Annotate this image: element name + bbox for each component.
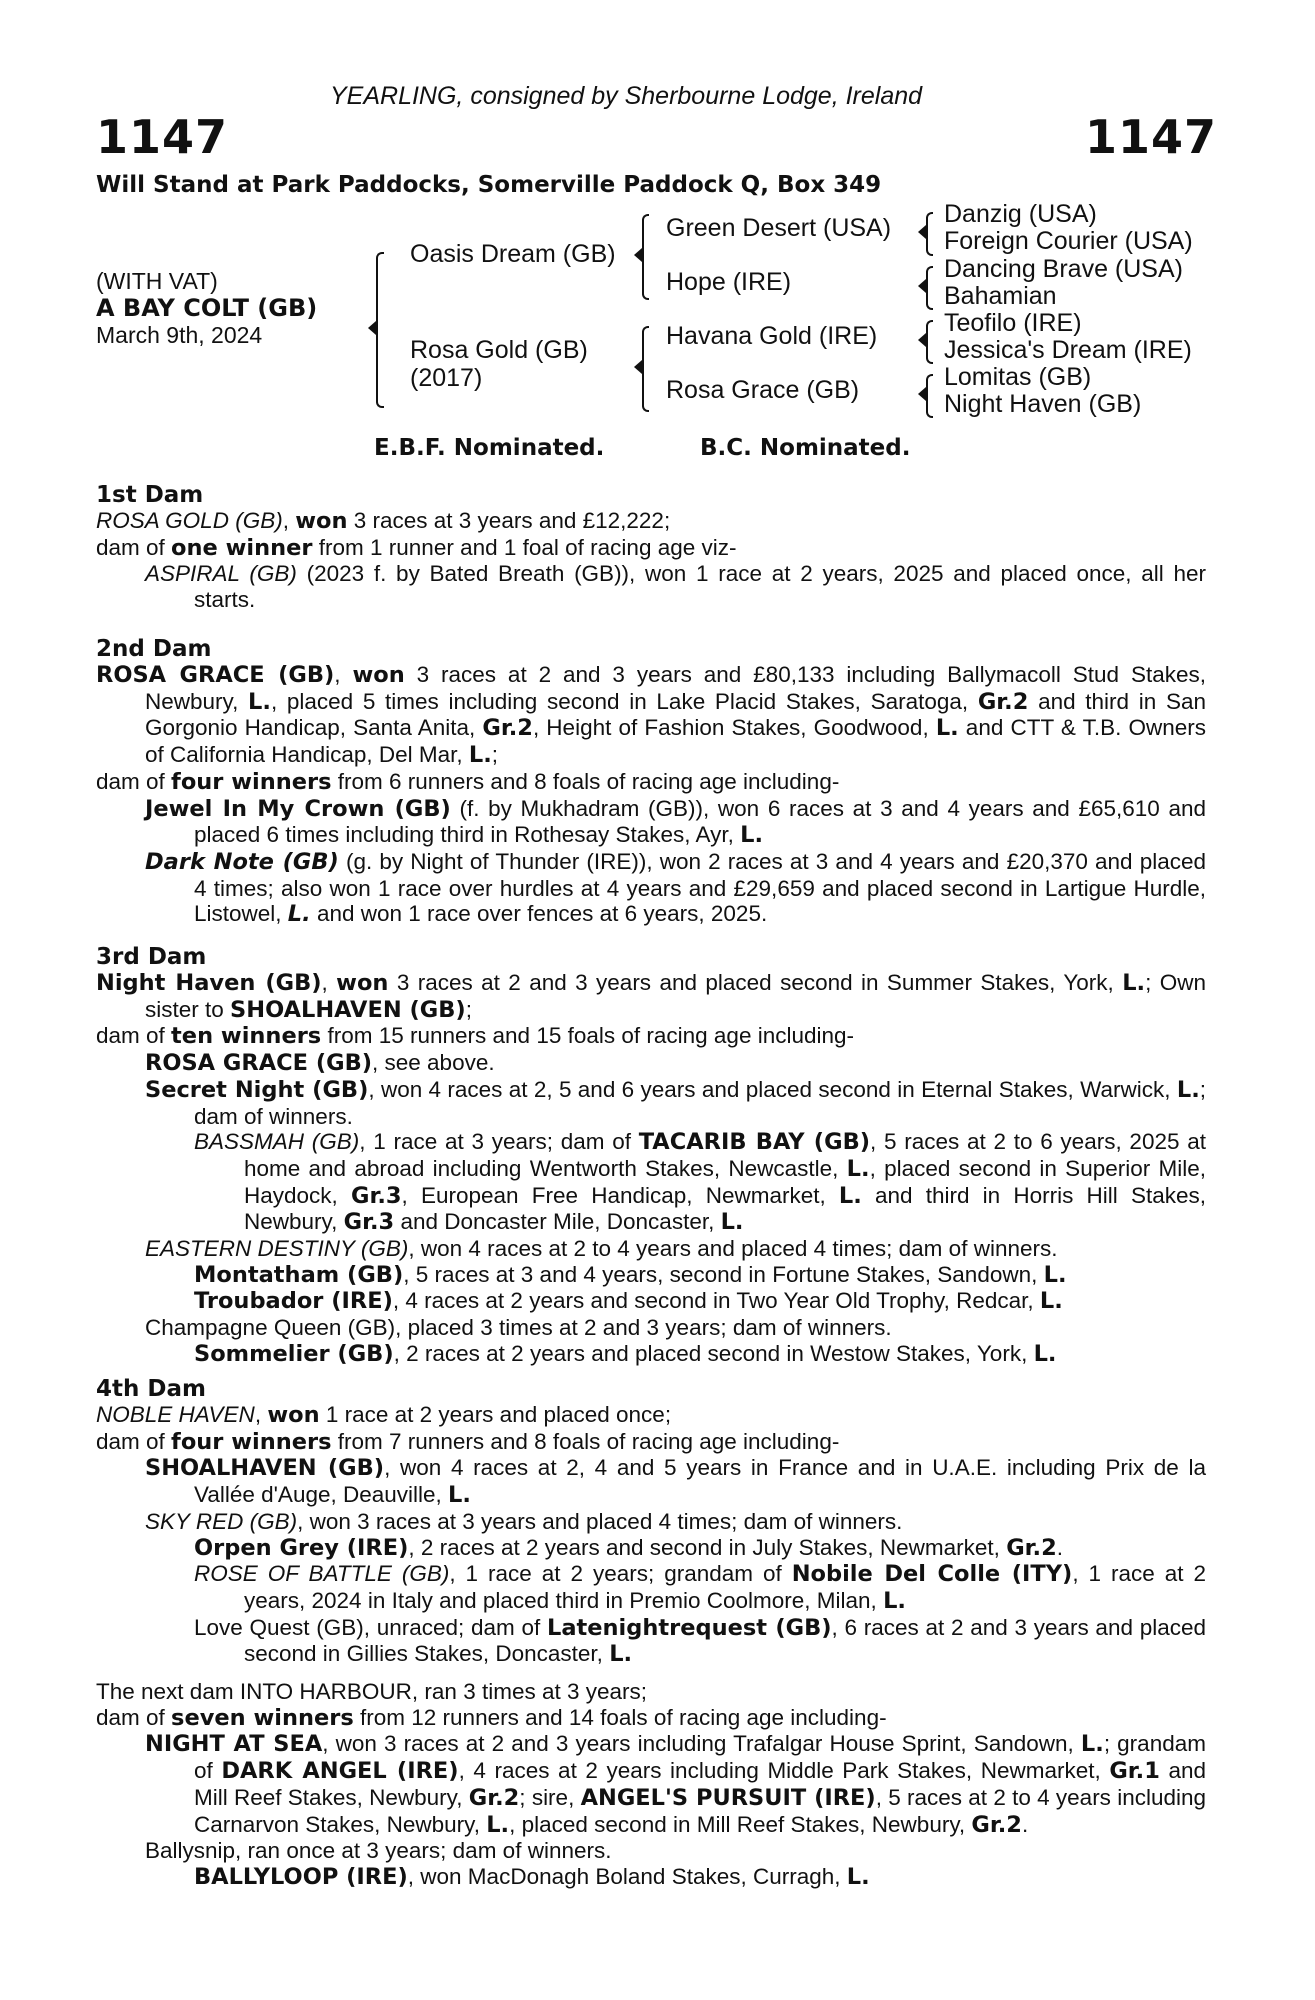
brace-sd	[926, 266, 933, 310]
first-dam-foal-aspiral: ASPIRAL (GB) (2023 f. by Bated Breath (GB)), won 1 race at 2 years, 2025 and placed once, all her starts.	[145, 561, 1206, 613]
third-dam-grandfoal-troubador: Troubador (IRE), 4 races at 2 years and second in Two Year Old Trophy, Redcar, L.	[194, 1288, 1063, 1315]
third-dam-heading: 3rd Dam	[96, 944, 207, 970]
second-dam-record: ROSA GRACE (GB), won 3 races at 2 and 3 years and £80,133 including Ballymacoll Stud Stakes, Newbury, L., placed 5 times including second in Lake Placid Stakes, Saratoga, Gr.2 and third in San Gorgonio Handicap, Santa Anita, Gr.2, Height of Fashion Stakes, Goodwood, L. and CTT & T.B. Owners of California Handicap, Del Mar, L.;	[96, 662, 1206, 769]
sire-name: Oasis Dream (GB)	[410, 240, 616, 268]
fourth-dam-heading: 4th Dam	[96, 1376, 206, 1402]
dam-sire-dam: Jessica's Dream (IRE)	[944, 336, 1192, 364]
dam-dam-dam: Night Haven (GB)	[944, 390, 1142, 418]
next-dam-foal-ballysnip: Ballysnip, ran once at 3 years; dam of winners.	[145, 1838, 612, 1864]
brace-parents	[376, 252, 384, 408]
brace-parents-point	[368, 321, 376, 335]
dam-sire-sire: Teofilo (IRE)	[944, 309, 1082, 337]
second-dam-heading: 2nd Dam	[96, 636, 212, 662]
brace-dd-point	[918, 387, 926, 401]
third-dam-foal-rosa-grace: ROSA GRACE (GB), see above.	[145, 1050, 495, 1077]
fourth-dam-grandfoal-love-quest: Love Quest (GB), unraced; dam of Latenightrequest (GB), 6 races at 2 and 3 years and placed second in Gillies Stakes, Doncaster, L.	[194, 1614, 1206, 1668]
sire-sire-dam: Foreign Courier (USA)	[944, 227, 1193, 255]
dam-sire: Havana Gold (IRE)	[666, 322, 878, 350]
next-dam-produce-summary: dam of seven winners from 12 runners and 14 foals of racing age including-	[96, 1704, 887, 1731]
brace-sire-point	[634, 248, 642, 262]
ebf-nomination: E.B.F. Nominated.	[374, 435, 605, 461]
fourth-dam-grandfoal-rose-of-battle: ROSE OF BATTLE (GB), 1 race at 2 years; grandam of Nobile Del Colle (ITY), 1 race at 2 years, 2024 in Italy and placed third in Premio Coolmore, Milan, L.	[194, 1561, 1206, 1614]
brace-dam	[642, 326, 649, 412]
consignment-line: YEARLING, consigned by Sherbourne Lodge, Ireland	[330, 82, 923, 110]
vat-label: (WITH VAT)	[96, 268, 218, 294]
third-dam-produce-summary: dam of ten winners from 15 runners and 15 foals of racing age including-	[96, 1023, 855, 1050]
first-dam-heading: 1st Dam	[96, 482, 204, 508]
first-dam-record: ROSA GOLD (GB), won 3 races at 3 years and £12,222;	[96, 508, 671, 534]
sire-dam-dam: Bahamian	[944, 282, 1057, 310]
next-dam-foal-night-at-sea: NIGHT AT SEA, won 3 races at 2 and 3 years including Trafalgar House Sprint, Sandown, L.; grandam of DARK ANGEL (IRE), 4 races at 2 years including Middle Park Stakes, Newmarket, Gr.1 and Mill Reef Stakes, Newbury, Gr.2; sire, ANGEL'S PURSUIT (IRE), 5 races at 2 to 4 years including Carnarvon Stakes, Newbury, L., placed second in Mill Reef Stakes, Newbury, Gr.2.	[145, 1731, 1207, 1838]
sire-sire-sire: Danzig (USA)	[944, 200, 1097, 228]
fourth-dam-foal-shoalhaven: SHOALHAVEN (GB), won 4 races at 2, 4 and 5 years in France and in U.A.E. including Prix de la Vallée d'Auge, Deauville, L.	[145, 1455, 1206, 1509]
fourth-dam-produce-summary: dam of four winners from 7 runners and 8 foals of racing age including-	[96, 1428, 840, 1455]
third-dam-foal-secret-night: Secret Night (GB), won 4 races at 2, 5 and 6 years and placed second in Eternal Stakes, Warwick, L.; dam of winners.	[145, 1076, 1207, 1129]
brace-ss-point	[918, 225, 926, 239]
second-dam-section	[96, 636, 1206, 928]
horse-name: A BAY COLT (GB)	[96, 294, 318, 322]
dam-dam: Rosa Grace (GB)	[666, 376, 860, 404]
sire-dam-sire: Dancing Brave (USA)	[944, 255, 1183, 283]
stabling-line: Will Stand at Park Paddocks, Somerville Paddock Q, Box 349	[96, 172, 882, 198]
sire-dam: Hope (IRE)	[666, 268, 792, 296]
fourth-dam-grandfoal-orpen-grey: Orpen Grey (IRE), 2 races at 2 years and second in July Stakes, Newmarket, Gr.2.	[194, 1534, 1064, 1561]
sire-sire: Green Desert (USA)	[666, 214, 892, 242]
brace-dd	[926, 374, 933, 418]
second-dam-produce-summary: dam of four winners from 6 runners and 8 foals of racing age including-	[96, 768, 840, 795]
first-dam-section	[96, 482, 1206, 613]
foaling-date: March 9th, 2024	[96, 322, 263, 348]
fourth-dam-foal-sky-red: SKY RED (GB), won 3 races at 3 years and placed 4 times; dam of winners.	[145, 1508, 903, 1534]
second-dam-foal-jewel: Jewel In My Crown (GB) (f. by Mukhadram (GB)), won 6 races at 3 and 4 years and £65,610 and placed 6 times including third in Rothesay Stakes, Ayr, L.	[145, 795, 1206, 849]
third-dam-grandfoal-sommelier: Sommelier (GB), 2 races at 2 years and placed second in Westow Stakes, York, L.	[194, 1340, 1057, 1367]
brace-dam-point	[634, 360, 642, 374]
third-dam-grandfoal-montatham: Montatham (GB), 5 races at 3 and 4 years, second in Fortune Stakes, Sandown, L.	[194, 1261, 1067, 1288]
brace-ds-point	[918, 333, 926, 347]
third-dam-record: Night Haven (GB), won 3 races at 2 and 3 years and placed second in Summer Stakes, York, L.; Own sister to SHOALHAVEN (GB);	[96, 970, 1206, 1023]
brace-ss	[926, 212, 933, 256]
dam-dam-sire: Lomitas (GB)	[944, 363, 1092, 391]
dam-year: (2017)	[410, 364, 483, 392]
fourth-dam-record: NOBLE HAVEN, won 1 race at 2 years and placed once;	[96, 1402, 672, 1428]
first-dam-produce-summary: dam of one winner from 1 runner and 1 foal of racing age viz-	[96, 534, 737, 561]
third-dam-foal-eastern-destiny: EASTERN DESTINY (GB), won 4 races at 2 to 4 years and placed 4 times; dam of winners.	[145, 1236, 1058, 1262]
third-dam-grandfoal-bassmah: BASSMAH (GB), 1 race at 3 years; dam of TACARIB BAY (GB), 5 races at 2 to 6 years, 2025 at home and abroad including Wentworth Stakes, Newcastle, L., placed second in Superior Mile, Haydock, Gr.3, European Free Handicap, Newmarket, L. and third in Horris Hill Stakes, Newbury, Gr.3 and Doncaster Mile, Doncaster, L.	[194, 1129, 1206, 1236]
next-dam-grandfoal-ballyloop: BALLYLOOP (IRE), won MacDonagh Boland Stakes, Curragh, L.	[194, 1863, 870, 1890]
dam-name: Rosa Gold (GB)	[410, 336, 588, 364]
lot-number-left: 1147	[96, 110, 229, 164]
third-dam-foal-champagne-queen: Champagne Queen (GB), placed 3 times at 2 and 3 years; dam of winners.	[145, 1315, 892, 1341]
next-dam-section	[96, 1679, 1206, 1891]
second-dam-foal-dark-note: Dark Note (GB) (g. by Night of Thunder (IRE)), won 2 races at 3 and 4 years and £20,370 and placed 4 times; also won 1 race over hurdles at 4 years and £29,659 and placed second in Lartigue Hurdle, Listowel, L. and won 1 race over fences at 6 years, 2025.	[145, 848, 1207, 928]
bc-nomination: B.C. Nominated.	[700, 435, 911, 461]
fourth-dam-section	[96, 1376, 1206, 1668]
lot-number-right: 1147	[1085, 110, 1218, 164]
next-dam-record: The next dam INTO HARBOUR, ran 3 times at 3 years;	[96, 1679, 648, 1704]
third-dam-section	[96, 944, 1206, 1368]
brace-sd-point	[918, 279, 926, 293]
brace-sire	[642, 214, 649, 300]
brace-ds	[926, 320, 933, 364]
